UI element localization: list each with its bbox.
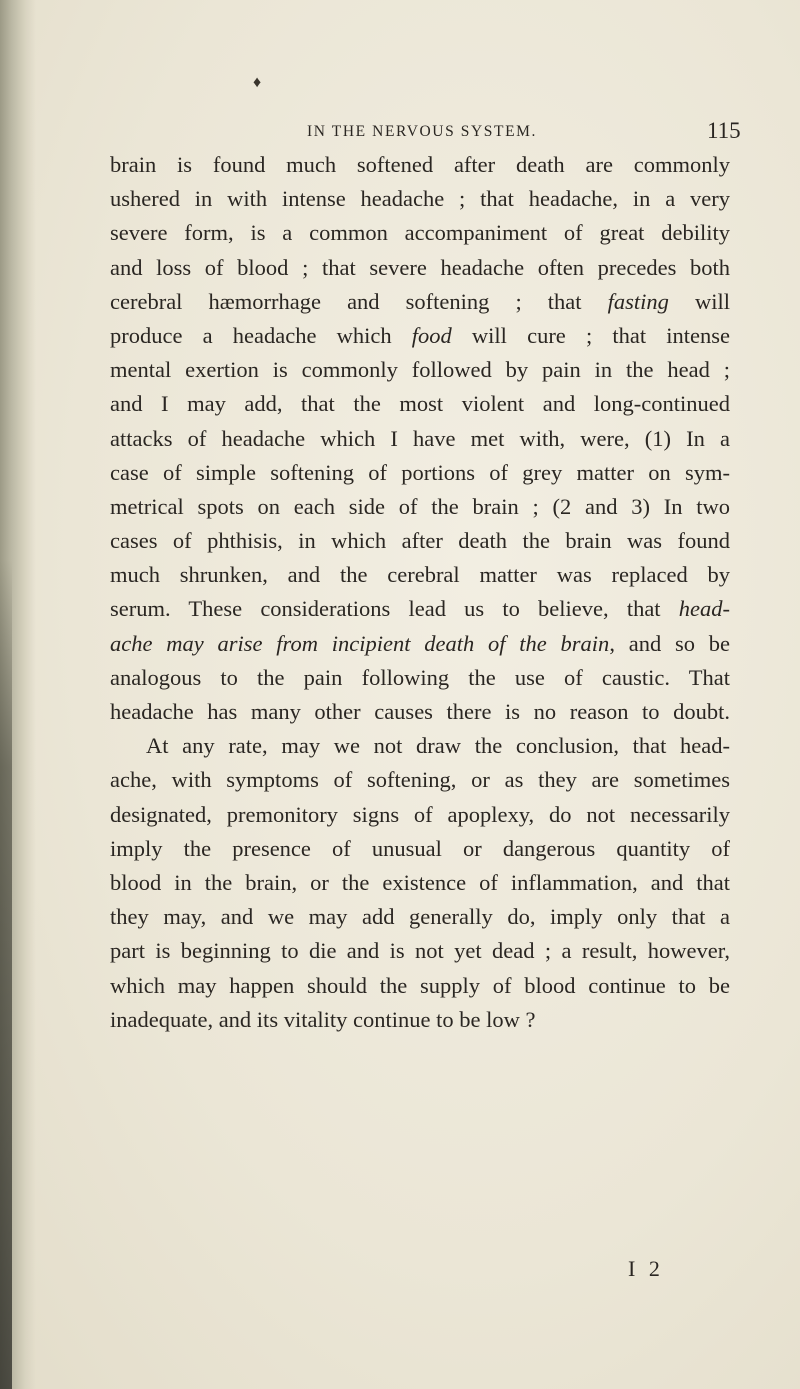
text-line: At any rate, may we not draw the conclusion, that head- — [146, 733, 730, 759]
text-line: attacks of headache which I have met with, were, (1) In a — [110, 425, 730, 451]
text-line: brain is found much softened after death are commonly — [110, 152, 730, 177]
book-spine-edge — [0, 560, 12, 1389]
text-line: ache, with symptoms of softening, or as they are sometimes — [110, 767, 730, 793]
signature-mark: I 2 — [628, 1256, 664, 1281]
text-line: part is beginning to die and is not yet dead ; a result, however, — [110, 938, 730, 964]
text-line: which may happen should the supply of blood continue to be — [110, 972, 730, 998]
ornament-mark: ♦ — [253, 74, 262, 91]
text-line: case of simple softening of portions of grey matter on sym- — [110, 459, 730, 485]
text-line: cases of phthisis, in which after death the brain was found — [110, 528, 730, 554]
text-line: headache has many other causes there is no reason to doubt. — [110, 699, 730, 724]
text-line: imply the presence of unusual or dangerous quantity of — [110, 835, 730, 861]
text-line: mental exertion is commonly followed by pain in the head ; — [110, 357, 730, 383]
text-line: severe form, is a common accompaniment of great debility — [110, 220, 730, 246]
text-line: inadequate, and its vitality continue to be low ? — [110, 1006, 536, 1032]
text-line: metrical spots on each side of the brain ; (2 and 3) In two — [110, 493, 730, 519]
text-line: produce a headache which food will cure ; that intense — [110, 322, 730, 348]
text-line: ushered in with intense headache ; that headache, in a very — [110, 186, 730, 212]
paragraph-2 — [110, 729, 730, 1037]
running-title: IN THE NERVOUS SYSTEM. — [307, 123, 538, 140]
text-line: ache may arise from incipient death of the brain, and so be — [110, 630, 730, 656]
text-line: and I may add, that the most violent and long-continued — [110, 391, 730, 417]
text-line: blood in the brain, or the existence of inflammation, and that — [110, 869, 730, 895]
text-line: they may, and we may add generally do, imply only that a — [110, 904, 730, 930]
text-line: much shrunken, and the cerebral matter was replaced by — [110, 562, 730, 588]
text-line: designated, premonitory signs of apoplexy, do not necessarily — [110, 801, 730, 827]
text-line: cerebral hæmorrhage and softening ; that fasting will — [110, 288, 730, 314]
body-text — [110, 148, 730, 1037]
text-line: analogous to the pain following the use of caustic. That — [110, 664, 730, 690]
page-number: 115 — [707, 118, 741, 143]
text-line: and loss of blood ; that severe headache often precedes both — [110, 254, 730, 280]
running-head — [0, 118, 800, 148]
text-line: serum. These considerations lead us to believe, that head- — [110, 596, 730, 622]
paragraph-1 — [110, 148, 730, 729]
